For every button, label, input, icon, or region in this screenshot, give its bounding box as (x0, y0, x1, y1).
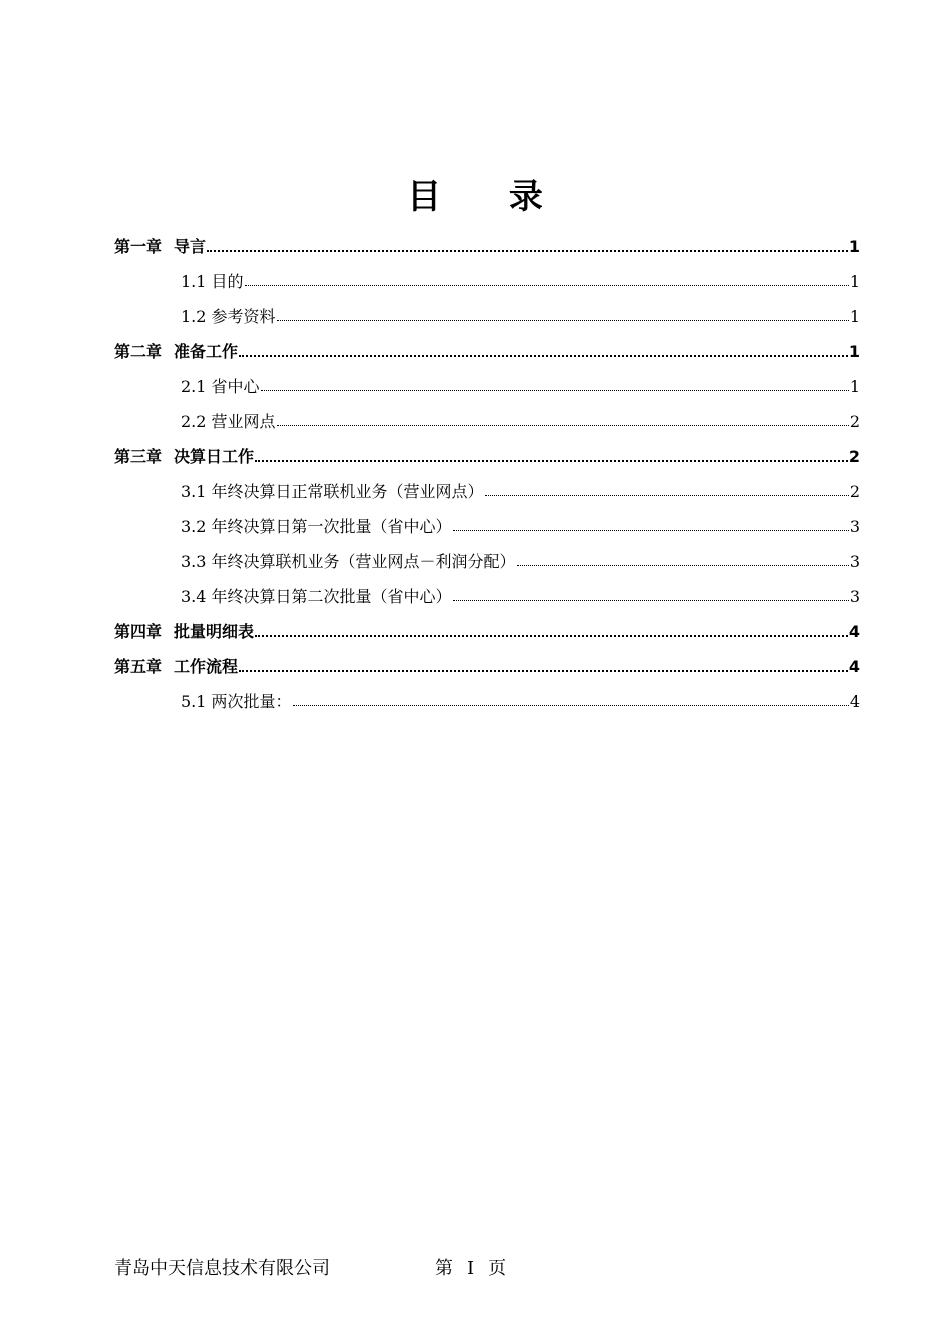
toc-chapter-entry[interactable] (114, 614, 860, 649)
footer-company: 青岛中天信息技术有限公司 (114, 1258, 330, 1279)
toc-entry-label (181, 474, 484, 509)
toc-chapter-entry[interactable] (114, 229, 860, 264)
toc-dot-leader (207, 250, 848, 252)
toc-entry-text: 决算日工作 (174, 447, 255, 466)
toc-entry-text: 3.3 年终决算联机业务（营业网点－利润分配） (181, 552, 516, 571)
toc-entry-label (181, 404, 276, 439)
toc-entry-label (114, 229, 206, 264)
toc-dot-leader (261, 390, 849, 391)
toc-dot-leader (239, 355, 848, 357)
toc-section-entry[interactable] (114, 544, 860, 579)
footer-page-prefix: 第 (435, 1258, 455, 1279)
toc-section-entry[interactable] (114, 299, 860, 334)
footer-page-number: I (467, 1258, 477, 1279)
toc-section-entry[interactable] (114, 264, 860, 299)
toc-section-entry[interactable] (114, 684, 860, 719)
toc-entry-text: 5.1 两次批量： (181, 692, 292, 711)
toc-chapter-entry[interactable] (114, 649, 860, 684)
toc-dot-leader (255, 635, 848, 637)
toc-page-number: 3 (849, 517, 860, 536)
toc-entry-label (181, 544, 516, 579)
toc-page-number: 4 (848, 657, 860, 676)
toc-page-number: 2 (848, 447, 860, 466)
table-of-contents (114, 229, 860, 719)
toc-chapter-number: 第一章 (114, 237, 163, 256)
toc-entry-text: 准备工作 (174, 342, 239, 361)
toc-dot-leader (453, 600, 849, 601)
toc-dot-leader (239, 670, 848, 672)
toc-entry-text: 批量明细表 (174, 622, 255, 641)
toc-entry-label (114, 334, 238, 369)
toc-page-number: 1 (848, 237, 860, 256)
toc-page-number: 1 (849, 307, 860, 326)
toc-page-number: 4 (849, 692, 860, 711)
toc-page-number: 1 (849, 377, 860, 396)
toc-chapter-number: 第三章 (114, 447, 163, 466)
toc-chapter-number: 第五章 (114, 657, 163, 676)
toc-entry-text: 3.2 年终决算日第一次批量（省中心） (181, 517, 452, 536)
toc-entry-text: 导言 (174, 237, 207, 256)
toc-entry-text: 2.2 营业网点 (181, 412, 276, 431)
toc-chapter-entry[interactable] (114, 334, 860, 369)
toc-section-entry[interactable] (114, 579, 860, 614)
toc-page-number: 4 (848, 622, 860, 641)
toc-chapter-number: 第二章 (114, 342, 163, 361)
toc-entry-label (181, 509, 452, 544)
toc-page-number: 3 (849, 552, 860, 571)
toc-entry-label (114, 649, 238, 684)
toc-entry-label (181, 264, 244, 299)
toc-section-entry[interactable] (114, 509, 860, 544)
toc-entry-label (181, 299, 276, 334)
toc-entry-text: 2.1 省中心 (181, 377, 260, 396)
toc-entry-label (114, 439, 254, 474)
toc-section-entry[interactable] (114, 404, 860, 439)
toc-dot-leader (485, 495, 849, 496)
toc-dot-leader (245, 285, 849, 286)
toc-entry-text: 3.1 年终决算日正常联机业务（营业网点） (181, 482, 484, 501)
toc-entry-text: 工作流程 (174, 657, 239, 676)
toc-dot-leader (255, 460, 848, 462)
footer-page-label (429, 1255, 514, 1283)
toc-page-number: 2 (849, 482, 860, 501)
page-footer (114, 1255, 860, 1283)
toc-page-number: 2 (849, 412, 860, 431)
toc-entry-label (181, 684, 292, 719)
toc-dot-leader (453, 530, 849, 531)
toc-dot-leader (277, 320, 849, 321)
toc-entry-label (114, 614, 254, 649)
toc-dot-leader (517, 565, 849, 566)
toc-page-number: 1 (849, 272, 860, 291)
toc-entry-text: 1.2 参考资料 (181, 307, 276, 326)
toc-entry-text: 3.4 年终决算日第二次批量（省中心） (181, 587, 452, 606)
toc-section-entry[interactable] (114, 369, 860, 404)
toc-title: 目 录 (407, 177, 571, 217)
toc-section-entry[interactable] (114, 474, 860, 509)
toc-chapter-entry[interactable] (114, 439, 860, 474)
toc-entry-label (181, 579, 452, 614)
toc-page-number: 3 (849, 587, 860, 606)
toc-chapter-number: 第四章 (114, 622, 163, 641)
toc-entry-label (181, 369, 260, 404)
toc-page-number: 1 (848, 342, 860, 361)
footer-page-suffix: 页 (488, 1258, 509, 1279)
toc-dot-leader (277, 425, 849, 426)
toc-dot-leader (293, 705, 849, 706)
toc-entry-text: 1.1 目的 (181, 272, 244, 291)
